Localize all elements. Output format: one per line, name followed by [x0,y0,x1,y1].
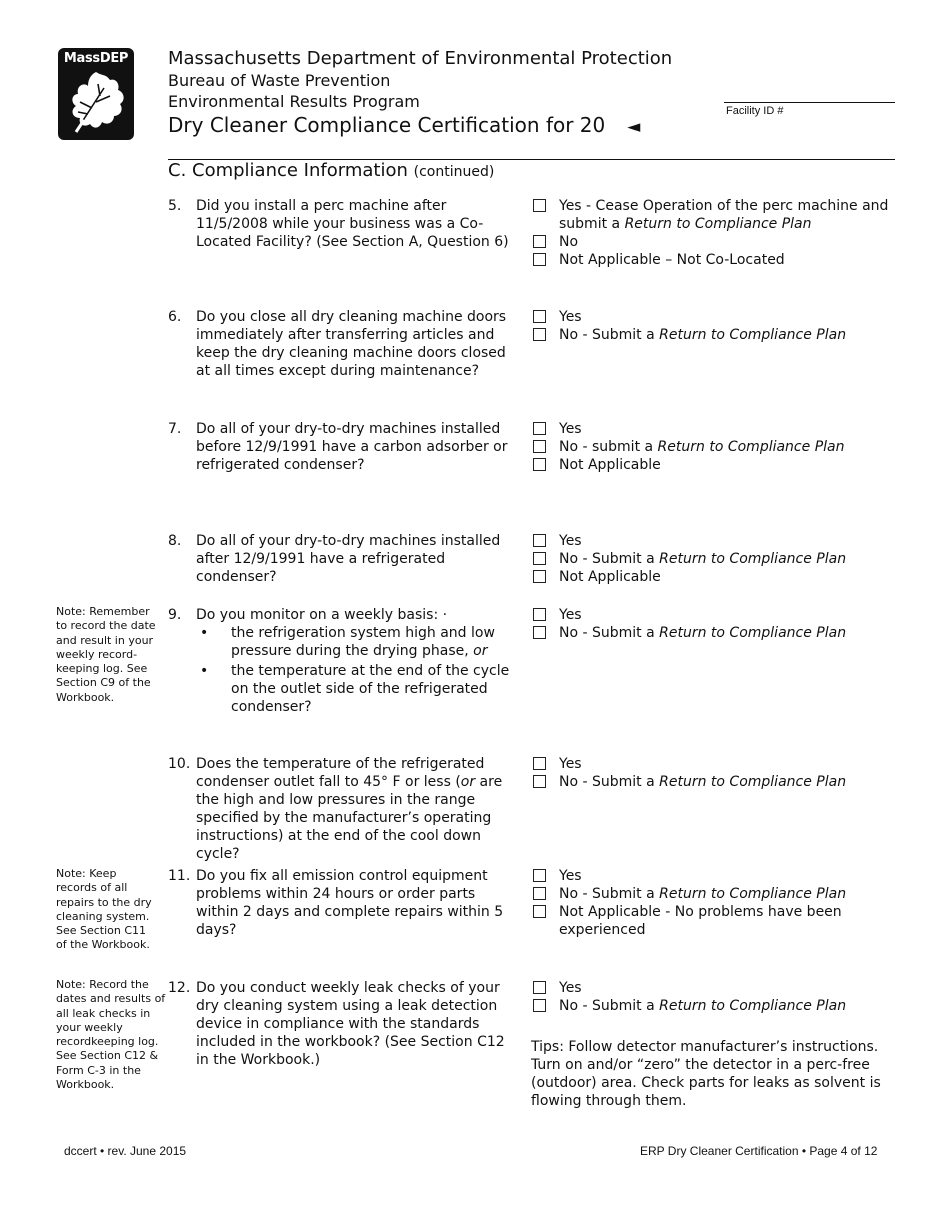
option-not-applicable[interactable]: Not Applicable - No problems have been experienced [533,903,853,939]
checkbox[interactable] [533,440,546,453]
option-yes[interactable]: Yes [533,979,898,997]
question-number: 12. [168,980,191,996]
option-yes[interactable]: Yes [533,606,898,624]
bureau-name: Bureau of Waste Prevention [168,71,391,90]
massdep-logo [58,48,134,140]
question-text: Does the temperature of the refrigerated condenser outlet fall to 45° F or less (or are the high and low pressures in the range specified by the manufacturer’s operating instructions) at the end of the cool down cycle? [196,756,503,862]
left-arrow-icon: ◄ [627,117,641,137]
option-not-applicable[interactable]: Not Applicable – Not Co-Located [533,251,898,269]
option-yes[interactable]: Yes [533,532,898,550]
answer-options [533,532,898,586]
answer-options [533,197,898,269]
note-q9: Note: Remember to record the date and result in your weekly record-keeping log. See Section C9 of the Workbook. [56,605,156,704]
program-name: Environmental Results Program [168,92,420,111]
tips-text: Tips: Follow detector manufacturer’s instructions. Turn on and/or “zero” the detector in a perc-free (outdoor) area. Check parts for leaks as solvent is flowing through them. [531,1039,881,1109]
checkbox[interactable] [533,869,546,882]
question-lead: Do you monitor on a weekly basis: · [196,607,448,623]
option-no[interactable]: No - Submit a Return to Compliance Plan [533,326,898,344]
form-title-text: Dry Cleaner Compliance Certification for 20 [168,113,606,137]
logo-text: MassDEP [63,51,129,66]
option-not-applicable[interactable]: Not Applicable [533,456,898,474]
option-yes[interactable]: Yes - Cease Operation of the perc machine and submit a Return to Compliance Plan [533,197,898,233]
checkbox[interactable] [533,981,546,994]
answer-options [533,308,898,344]
answer-options [533,979,898,1015]
option-no[interactable]: No - Submit a Return to Compliance Plan [533,624,898,642]
question-number: 6. [168,309,182,325]
checkbox[interactable] [533,905,546,918]
checkbox[interactable] [533,199,546,212]
option-no[interactable]: No - Submit a Return to Compliance Plan [533,997,898,1015]
section-continued: (continued) [413,164,495,180]
checkbox[interactable] [533,328,546,341]
answer-options [533,606,898,642]
footer-revision: dccert • rev. June 2015 [64,1144,187,1158]
option-no[interactable]: No - Submit a Return to Compliance Plan [533,885,853,903]
option-no[interactable]: No - Submit a Return to Compliance Plan [533,773,898,791]
checkbox[interactable] [533,570,546,583]
answer-options [533,420,898,474]
facility-id-label: Facility ID # [726,105,784,117]
answer-options [533,755,898,791]
section-title-text: C. Compliance Information [168,160,408,181]
checkbox[interactable] [533,608,546,621]
answer-options [533,867,853,939]
checkbox[interactable] [533,534,546,547]
checkbox[interactable] [533,253,546,266]
question-number: 7. [168,421,182,437]
question-text: Did you install a perc machine after 11/5/2008 while your business was a Co-Located Facility? (See Section A, Question 6) [196,198,509,250]
option-yes[interactable]: Yes [533,755,898,773]
checkbox[interactable] [533,757,546,770]
bullet-item: • the refrigeration system high and low pressure during the drying phase, or [196,624,521,660]
checkbox[interactable] [533,310,546,323]
checkbox[interactable] [533,999,546,1012]
option-no[interactable]: No [533,233,898,251]
checkbox[interactable] [533,235,546,248]
checkbox[interactable] [533,422,546,435]
checkbox[interactable] [533,626,546,639]
question-number: 8. [168,533,182,549]
question-number: 11. [168,868,191,884]
bullet-list [196,624,521,716]
question-number: 10. [168,756,191,772]
question-text: Do you fix all emission control equipment problems within 24 hours or order parts within 2 days and complete repairs within 5 days? [196,868,504,938]
oak-leaf-icon [58,66,134,140]
agency-name: Massachusetts Department of Environmental Protection [168,48,673,69]
option-not-applicable[interactable]: Not Applicable [533,568,898,586]
option-yes[interactable]: Yes [533,308,898,326]
checkbox[interactable] [533,887,546,900]
question-text: Do all of your dry-to-dry machines installed before 12/9/1991 have a carbon adsorber or refrigerated condenser? [196,421,508,473]
question-text: Do all of your dry-to-dry machines installed after 12/9/1991 have a refrigerated condenser? [196,533,501,585]
note-q11: Note: Keep records of all repairs to the dry cleaning system. See Section C11 of the Workbook. [56,867,152,952]
option-no[interactable]: No - Submit a Return to Compliance Plan [533,550,898,568]
question-text [196,606,521,716]
option-no[interactable]: No - submit a Return to Compliance Plan [533,438,898,456]
option-yes[interactable]: Yes [533,420,898,438]
checkbox[interactable] [533,458,546,471]
footer-page: ERP Dry Cleaner Certification • Page 4 of 12 [640,1144,878,1158]
option-yes[interactable]: Yes [533,867,853,885]
checkbox[interactable] [533,775,546,788]
question-text: Do you conduct weekly leak checks of your dry cleaning system using a leak detection device in compliance with the standards included in the workbook? (See Section C12 in the Workbook.) [196,980,505,1068]
question-number: 9. [168,607,182,623]
facility-id-line[interactable] [724,102,895,103]
bullet-item: • the temperature at the end of the cycle on the outlet side of the refrigerated condenser? [196,662,521,716]
question-text: Do you close all dry cleaning machine doors immediately after transferring articles and keep the dry cleaning machine doors closed at all times except during maintenance? [196,309,507,379]
question-number: 5. [168,198,182,214]
note-q12: Note: Record the dates and results of all leak checks in your weekly recordkeeping log. See Section C12 & Form C-3 in the Workbook. [56,978,166,1092]
section-title [168,160,494,181]
form-title [168,113,640,137]
checkbox[interactable] [533,552,546,565]
